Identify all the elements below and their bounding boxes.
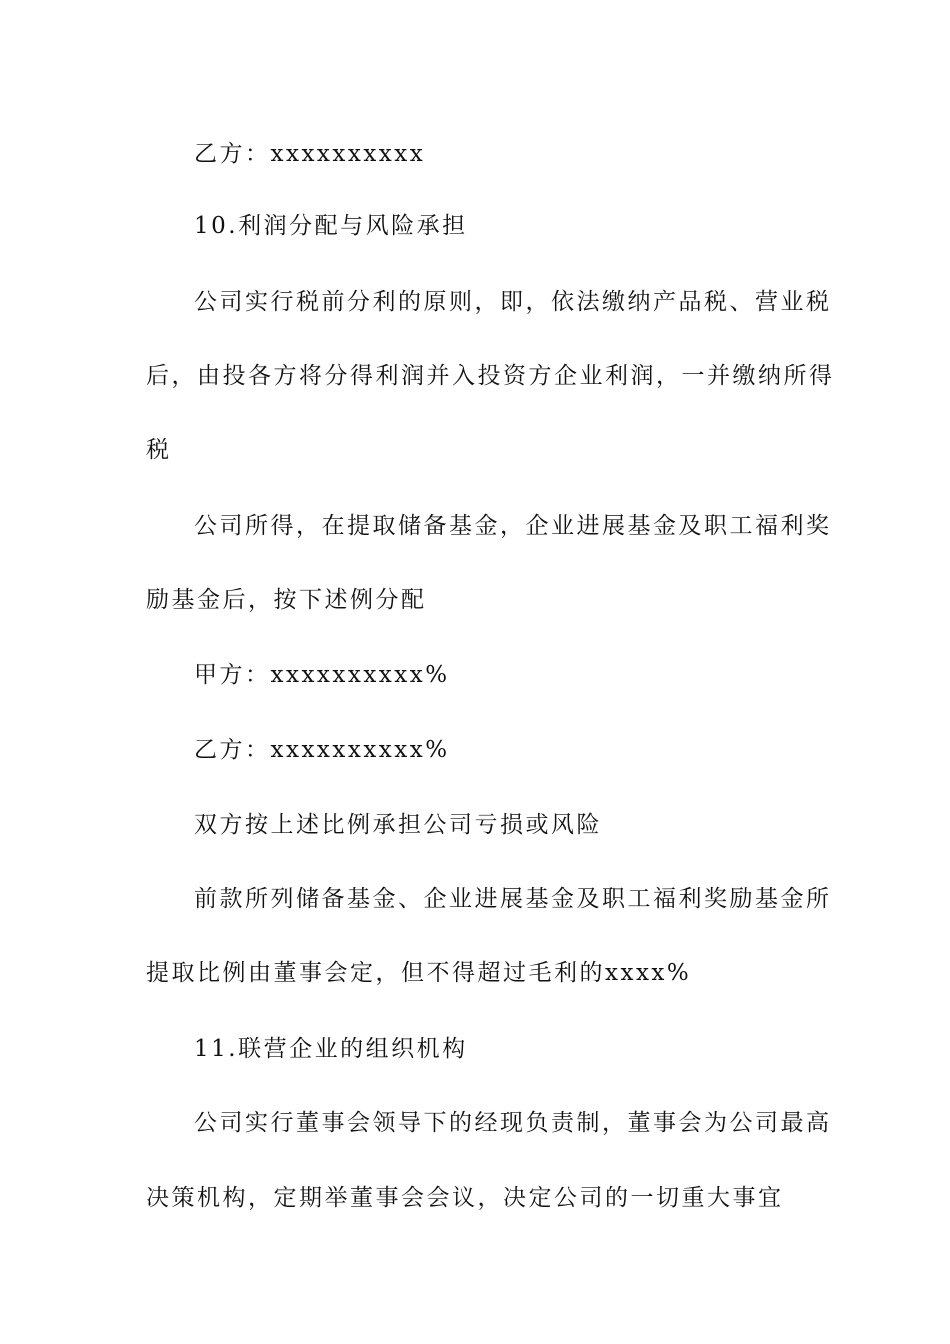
paragraph-line: 公司实行董事会领导下的经现负责制，董事会为公司最高 (194, 1110, 832, 1136)
paragraph-line: 决策机构，定期举董事会会议，决定公司的一切重大事宜 (146, 1185, 784, 1211)
paragraph-line: 双方按上述比例承担公司亏损或风险 (194, 812, 602, 838)
section-11-heading: 11.联营企业的组织机构 (194, 1036, 468, 1062)
section-10-heading: 10.利润分配与风险承担 (194, 213, 468, 239)
party-b-ratio-line: 乙方：xxxxxxxxxx% (194, 737, 450, 763)
paragraph-line: 后，由投各方将分得利润并入投资方企业利润，一并缴纳所得 (146, 363, 835, 389)
paragraph-line: 税 (146, 437, 172, 463)
party-a-ratio-line: 甲方：xxxxxxxxxx% (194, 662, 450, 688)
paragraph-line: 励基金后，按下述例分配 (146, 587, 427, 613)
paragraph-line: 公司实行税前分利的原则，即，依法缴纳产品税、营业税 (194, 289, 832, 315)
paragraph-line: 前款所列储备基金、企业进展基金及职工福利奖励基金所 (194, 886, 832, 912)
paragraph-line: 公司所得，在提取储备基金，企业进展基金及职工福利奖 (194, 513, 832, 539)
party-b-line: 乙方：xxxxxxxxxx (194, 141, 426, 167)
paragraph-line: 提取比例由董事会定，但不得超过毛利的xxxx% (146, 960, 692, 986)
